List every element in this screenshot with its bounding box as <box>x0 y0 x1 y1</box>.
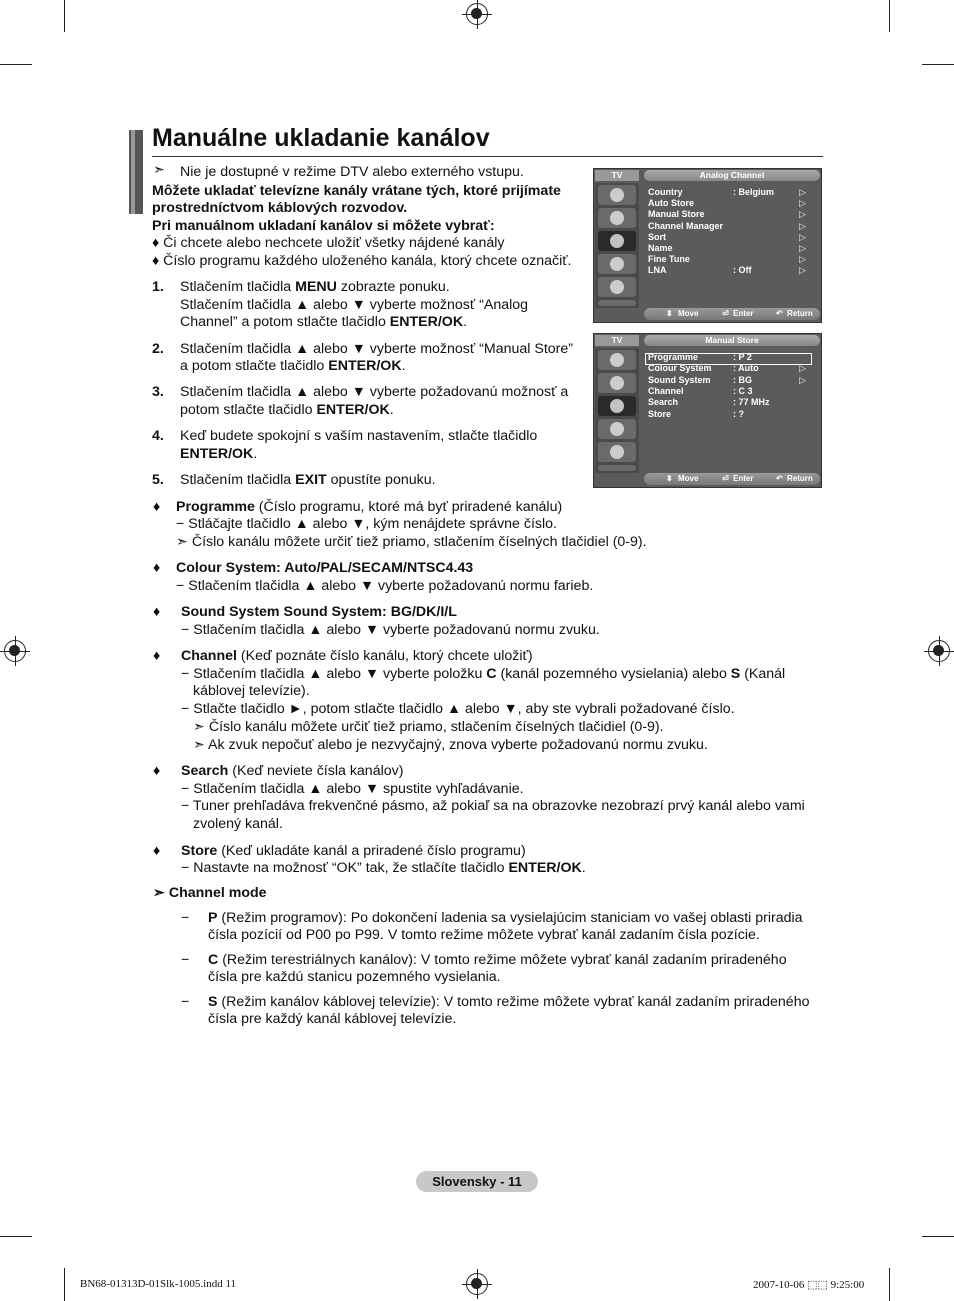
step-text: Stlačením tlačidla ▲ alebo ▼ vyberte možnosť “Manual Store” <box>180 341 573 357</box>
channel-head: Channel (Keď poznáte číslo kanálu, ktorý chcete uložiť) <box>181 648 533 664</box>
foot-enter: Enter <box>733 309 754 318</box>
tv-menu-item[interactable]: Country <box>648 187 683 197</box>
tv-label: TV <box>595 170 639 181</box>
tv-menu-item[interactable]: Search <box>648 397 679 408</box>
channel-icon <box>598 396 636 416</box>
submenu-arrow-icon: ▷ <box>799 254 806 265</box>
channel-line: − Stlačením tlačidla ▲ alebo ▼ vyberte položku C (kanál pozemného vysielania) alebo S (Kanál <box>181 666 786 682</box>
tv-menu-header: Analog Channel <box>644 170 820 181</box>
tv-menu-item[interactable]: Channel <box>648 385 684 396</box>
submenu-arrow-icon: ▷ <box>799 187 806 197</box>
tv-menu-item[interactable]: Auto Store <box>648 198 694 209</box>
submenu-arrow-icon: ▷ <box>799 363 806 374</box>
submenu-arrow-icon: ▷ <box>799 220 806 231</box>
mode-c-text: C (Režim terestriálnych kanálov): V tomto režime môžete vybrať kanál zadaním priradeného <box>208 952 787 968</box>
application-icon <box>598 465 636 471</box>
return-icon: ↶ <box>776 474 783 483</box>
mode-dash: − <box>181 994 190 1010</box>
step-number: 2. <box>152 341 164 357</box>
tv-sidebar <box>595 183 639 308</box>
tv-menu-manual-store <box>593 333 822 488</box>
foot-move: Move <box>678 474 699 483</box>
bullet-icon: ♦ <box>153 648 161 664</box>
slug-date: 2007-10-06 ⬚⬚ 9:25:00 <box>753 1279 865 1291</box>
step-text: Stlačením tlačidla EXIT opustíte ponuku. <box>180 472 436 488</box>
submenu-arrow-icon: ▷ <box>799 209 806 220</box>
mode-s-text: čísla pre každý kanál káblovej televízie. <box>208 1011 457 1027</box>
input-icon <box>598 277 636 297</box>
mode-c-text: čísla pre každú stanicu pozemného vysielania. <box>208 969 501 985</box>
tv-menu-item[interactable]: LNA <box>648 265 667 276</box>
crop-mark <box>64 0 65 32</box>
colour-head: Colour System: Auto/PAL/SECAM/NTSC4.43 <box>176 560 474 576</box>
tv-menu-item[interactable]: Store <box>648 408 672 419</box>
bullet-icon: ♦ <box>153 763 161 779</box>
channel-note: ➣ Číslo kanálu môžete určiť tiež priamo, stlačením číselných tlačidiel (0-9). <box>193 719 664 735</box>
intro-bullet: ♦ Či chcete alebo nechcete uložiť všetky nájdené kanály <box>152 235 505 251</box>
tv-menu-analog-channel <box>593 168 822 323</box>
mode-s-text: S (Režim kanálov káblovej televízie): V tomto režime môžete vybrať kanál zadaním priradeného <box>208 994 810 1010</box>
bullet-icon: ♦ <box>153 560 161 576</box>
enter-icon: ⏎ <box>722 474 729 483</box>
foot-move: Move <box>678 309 699 318</box>
input-icon <box>598 442 636 462</box>
tv-menu-value: : C 3 <box>733 385 753 396</box>
registration-mark-icon <box>4 640 26 662</box>
step-text: Stlačením tlačidla MENU zobrazte ponuku. <box>180 279 450 295</box>
step-text: Channel” a potom stlačte tlačidlo ENTER/OK. <box>180 314 468 330</box>
bullet-icon: ♦ <box>153 499 161 515</box>
sound-icon <box>598 208 636 228</box>
search-line: zvolený kanál. <box>193 816 283 832</box>
page-title: Manuálne ukladanie kanálov <box>152 124 490 152</box>
setup-icon <box>598 254 636 274</box>
step-number: 5. <box>152 472 164 488</box>
step-text: ENTER/OK. <box>180 446 258 462</box>
search-line: − Tuner prehľadáva frekvenčné pásmo, až pokiaľ sa na obrazovke nezobrazí prvý kanál alebo vami <box>181 798 805 814</box>
channel-mode-head: ➣ Channel mode <box>153 885 267 901</box>
crop-mark <box>889 0 890 32</box>
channel-line: káblovej televízie). <box>193 683 310 699</box>
picture-icon <box>598 185 636 205</box>
intro-text: Pri manuálnom ukladaní kanálov si môžete vybrať: <box>152 218 495 234</box>
tv-footer <box>644 308 820 320</box>
tv-menu-value: : ? <box>733 408 744 419</box>
tv-menu-value: : 77 MHz <box>733 397 770 408</box>
submenu-arrow-icon: ▷ <box>799 231 806 242</box>
tv-menu-item[interactable]: Sort <box>648 231 666 242</box>
step-text: potom stlačte tlačidlo ENTER/OK. <box>180 402 394 418</box>
bullet-icon: ♦ <box>153 843 161 859</box>
foot-return: Return <box>787 474 813 483</box>
store-head: Store (Keď ukladáte kanál a priradené číslo programu) <box>181 843 526 859</box>
mode-dash: − <box>181 910 190 926</box>
bullet-icon: ♦ <box>153 604 161 620</box>
programme-note: ➣ Číslo kanálu môžete určiť tiež priamo, stlačením číselných tlačidiel (0-9). <box>176 534 647 550</box>
step-text: Stlačením tlačidla ▲ alebo ▼ vyberte požadovanú možnosť a <box>180 384 569 400</box>
title-rule <box>152 156 823 157</box>
submenu-arrow-icon: ▷ <box>799 243 806 253</box>
crop-mark <box>889 1268 890 1301</box>
enter-icon: ⏎ <box>722 309 729 318</box>
tv-footer <box>644 473 820 485</box>
setup-icon <box>598 419 636 439</box>
mode-dash: − <box>181 952 190 968</box>
note-dtv: Nie je dostupné v režime DTV alebo externého vstupu. <box>180 164 524 180</box>
picture-icon <box>598 350 636 370</box>
sound-head: Sound System Sound System: BG/DK/I/L <box>181 604 457 620</box>
intro-bullet: ♦ Číslo programu každého uloženého kanála, ktorý chcete označiť. <box>152 253 572 269</box>
tv-menu-value: : Belgium <box>733 187 775 197</box>
tv-menu-item[interactable]: Fine Tune <box>648 254 690 265</box>
step-text: a potom stlačte tlačidlo ENTER/OK. <box>180 358 406 374</box>
title-bar-decoration <box>131 130 135 214</box>
tv-menu-value: : P 2 <box>733 352 752 362</box>
foot-return: Return <box>787 309 813 318</box>
crop-mark <box>0 1236 32 1237</box>
crop-mark <box>0 64 32 65</box>
tv-menu-item[interactable]: Channel Manager <box>648 220 724 231</box>
tv-menu-item[interactable]: Colour System <box>648 363 712 374</box>
move-icon: ⬍ <box>666 474 673 483</box>
mode-p-text: čísla pozícií od P00 po P99. V tomto režime môžete vybrať kanál zadaním čísla pozície. <box>208 927 760 943</box>
search-line: − Stlačením tlačidla ▲ alebo ▼ spustite vyhľadávanie. <box>181 781 524 797</box>
store-line: − Nastavte na možnosť “OK” tak, že stlačíte tlačidlo ENTER/OK. <box>181 860 586 876</box>
step-text: Keď budete spokojní s vaším nastavením, stlačte tlačidlo <box>180 428 538 444</box>
note-icon: ➣ <box>153 162 165 178</box>
programme-line: − Stláčajte tlačidlo ▲ alebo ▼, kým nenájdete správne číslo. <box>176 516 557 532</box>
submenu-arrow-icon: ▷ <box>799 374 806 385</box>
registration-mark-icon <box>928 640 950 662</box>
return-icon: ↶ <box>776 309 783 318</box>
tv-label: TV <box>595 335 639 346</box>
registration-mark-icon <box>466 1273 488 1295</box>
programme-head: Programme (Číslo programu, ktoré má byť priradené kanálu) <box>176 499 563 515</box>
slug-file: BN68-01313D-01Slk-1005.indd 11 <box>80 1278 237 1290</box>
tv-sidebar <box>595 348 639 473</box>
foot-enter: Enter <box>733 474 754 483</box>
tv-menu-value: : Off <box>733 265 752 276</box>
submenu-arrow-icon: ▷ <box>799 198 806 209</box>
tv-menu-value: : BG <box>733 374 752 385</box>
channel-icon <box>598 231 636 251</box>
crop-mark <box>64 1268 65 1301</box>
crop-mark <box>922 64 954 65</box>
tv-menu-item[interactable]: Sound System <box>648 374 711 385</box>
sound-icon <box>598 373 636 393</box>
tv-menu-item[interactable]: Programme <box>648 352 699 362</box>
tv-menu-item[interactable]: Name <box>648 243 673 253</box>
colour-line: − Stlačením tlačidla ▲ alebo ▼ vyberte požadovanú normu farieb. <box>176 578 594 594</box>
tv-menu-header: Manual Store <box>644 335 820 346</box>
sound-line: − Stlačením tlačidla ▲ alebo ▼ vyberte požadovanú normu zvuku. <box>181 622 600 638</box>
intro-text: prostredníctvom káblových rozvodov. <box>152 200 408 216</box>
step-text: Stlačením tlačidla ▲ alebo ▼ vyberte možnosť “Analog <box>180 297 529 313</box>
application-icon <box>598 300 636 306</box>
submenu-arrow-icon: ▷ <box>799 265 806 276</box>
channel-line: − Stlačte tlačidlo ►, potom stlačte tlačidlo ▲ alebo ▼, aby ste vybrali požadované číslo. <box>181 701 735 717</box>
tv-menu-item[interactable]: Manual Store <box>648 209 705 220</box>
search-head: Search (Keď neviete čísla kanálov) <box>181 763 404 779</box>
step-number: 3. <box>152 384 164 400</box>
page-number-label: Slovensky - 11 <box>416 1171 538 1192</box>
channel-note: ➣ Ak zvuk nepočuť alebo je nezvyčajný, znova vyberte požadovanú normu zvuku. <box>193 737 708 753</box>
mode-p-text: P (Režim programov): Po dokončení ladenia sa vysielajúcim staniciam vo vašej oblasti priradia <box>208 910 803 926</box>
step-number: 1. <box>152 279 164 295</box>
intro-text: Môžete ukladať televízne kanály vrátane tých, ktoré prijímate <box>152 183 561 199</box>
crop-mark <box>922 1236 954 1237</box>
step-number: 4. <box>152 428 164 444</box>
tv-menu-value: : Auto <box>733 363 759 374</box>
registration-mark-icon <box>466 3 488 25</box>
move-icon: ⬍ <box>666 309 673 318</box>
